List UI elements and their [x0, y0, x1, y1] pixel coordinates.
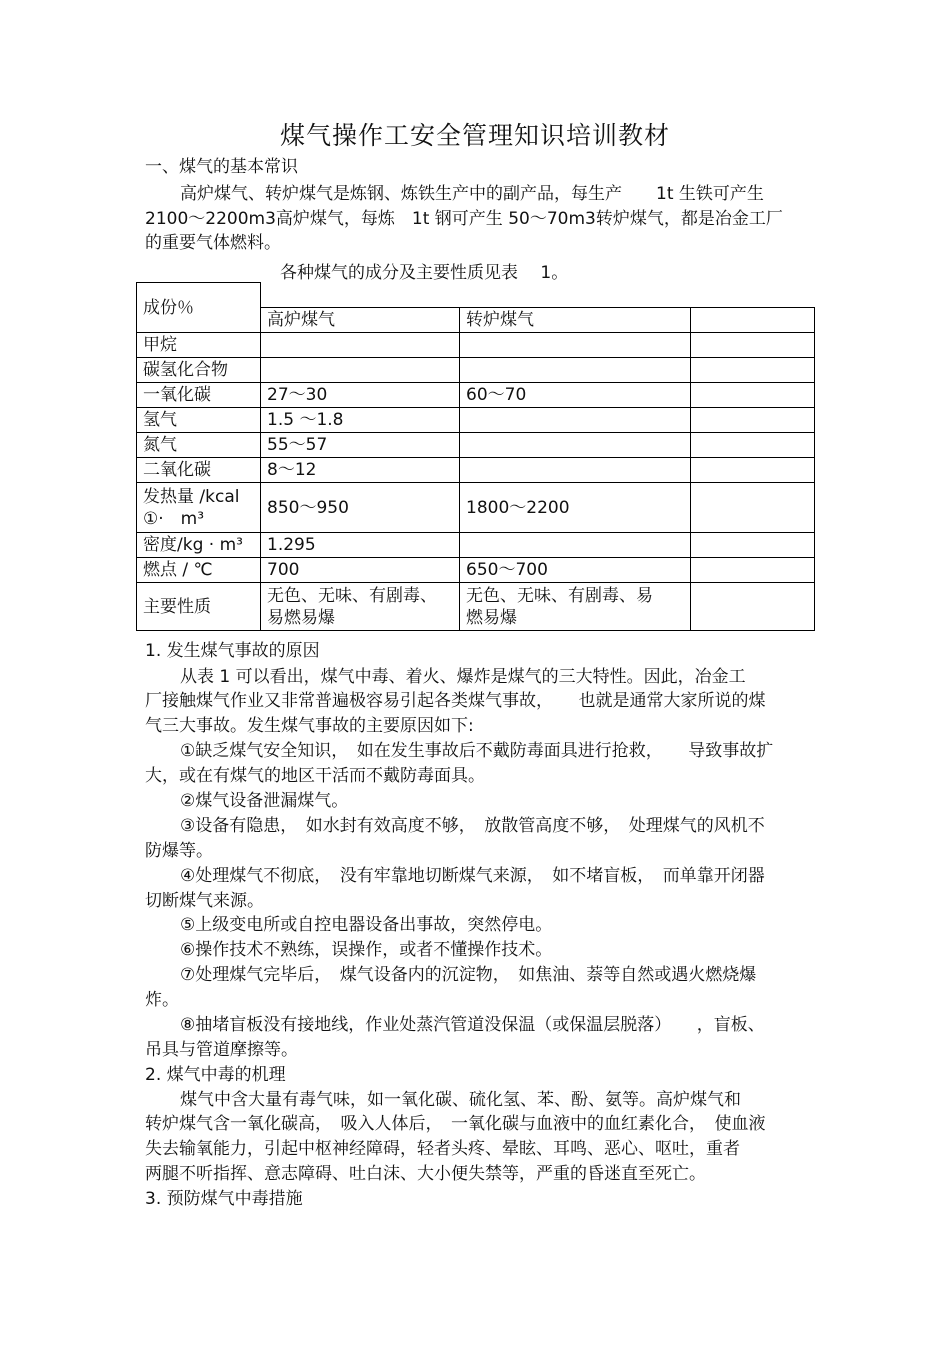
table-cell [691, 408, 815, 433]
paragraph-line: 失去输氧能力，引起中枢神经障碍，轻者头疼、晕眩、耳鸣、恶心、呕吐，重者 [145, 1139, 740, 1159]
table-cell: 无色、无味、有剧毒、易 燃易爆 [460, 583, 691, 631]
table-caption: 各种煤气的成分及主要性质见表 1。 [280, 263, 569, 283]
row-label: 一氧化碳 [137, 383, 261, 408]
table-cell [460, 408, 691, 433]
table-row [137, 533, 815, 558]
table-row [137, 433, 815, 458]
gas-properties-table [136, 282, 815, 631]
paragraph-line: 炸。 [145, 990, 179, 1010]
paragraph-line: 切断煤气来源。 [145, 891, 264, 911]
paragraph-line: 厂接触煤气作业又非常普遍极容易引起各类煤气事故， 也就是通常大家所说的煤 [145, 691, 766, 711]
paragraph-line: 两腿不听指挥、意志障碍、吐白沫、大小便失禁等，严重的昏迷直至死亡。 [145, 1164, 706, 1184]
row-label: 燃点 / ℃ [137, 558, 261, 583]
table-cell [691, 383, 815, 408]
table-row [137, 558, 815, 583]
table-cell: 27～30 [261, 383, 460, 408]
table-cell: 55～57 [261, 433, 460, 458]
table-cell [691, 558, 815, 583]
table-cell [460, 333, 691, 358]
paragraph-line: ⑧抽堵盲板没有接地线，作业处蒸汽管道没保温（或保温层脱落） ，盲板、 [180, 1015, 765, 1035]
paragraph-line: ③设备有隐患， 如水封有效高度不够， 放散管高度不够， 处理煤气的风机不 [180, 816, 765, 836]
table-header-spacer [261, 283, 815, 308]
row-label: 密度/kg · m³ [137, 533, 261, 558]
column-header: 转炉煤气 [460, 308, 691, 333]
table-cell [460, 533, 691, 558]
paragraph-line: 2100～2200m3高炉煤气，每炼 1t 钢可产生 50～70m3转炉煤气，都是冶金工厂 [145, 209, 783, 229]
section-heading: 2. 煤气中毒的机理 [145, 1065, 286, 1085]
paragraph-line: 气三大事故。发生煤气事故的主要原因如下: [145, 716, 474, 736]
table-row [137, 358, 815, 383]
table-row [137, 458, 815, 483]
column-header: 高炉煤气 [261, 308, 460, 333]
table-cell: 60～70 [460, 383, 691, 408]
table-cell: 无色、无味、有剧毒、 易燃易爆 [261, 583, 460, 631]
paragraph-line: 煤气中含大量有毒气味，如一氧化碳、硫化氢、苯、酚、氨等。高炉煤气和 [180, 1090, 741, 1110]
paragraph-line: ②煤气设备泄漏煤气。 [180, 791, 349, 811]
table-row [137, 333, 815, 358]
paragraph-line: 高炉煤气、转炉煤气是炼钢、炼铁生产中的副产品，每生产 1t 生铁可产生 [180, 184, 764, 204]
table-cell [460, 358, 691, 383]
table-cell [691, 358, 815, 383]
row-label: 碳氢化合物 [137, 358, 261, 383]
row-label: 发热量 /kcal ①· m³ [137, 483, 261, 533]
paragraph-line: ⑥操作技术不熟练，误操作，或者不懂操作技术。 [180, 940, 553, 960]
table-cell [261, 333, 460, 358]
table-header-label: 成份％ [137, 283, 261, 333]
document-title: 煤气操作工安全管理知识培训教材 [279, 121, 670, 150]
table-cell [460, 433, 691, 458]
paragraph-line: ⑦处理煤气完毕后， 煤气设备内的沉淀物， 如焦油、萘等自然或遇火燃烧爆 [180, 965, 757, 985]
section-heading: 3. 预防煤气中毒措施 [145, 1189, 303, 1209]
paragraph-line: 的重要气体燃料。 [145, 233, 281, 253]
section-heading: 一、煤气的基本常识 [145, 157, 298, 177]
table-cell [691, 533, 815, 558]
paragraph-line: ④处理煤气不彻底， 没有牢靠地切断煤气来源， 如不堵盲板， 而单靠开闭器 [180, 866, 765, 886]
table-cell: 650～700 [460, 558, 691, 583]
paragraph-line: 防爆等。 [145, 841, 213, 861]
table-cell: 850～950 [261, 483, 460, 533]
table-cell: 1800～2200 [460, 483, 691, 533]
paragraph-line: ⑤上级变电所或自控电器设备出事故，突然停电。 [180, 915, 553, 935]
paragraph-line: 大，或在有煤气的地区干活而不戴防毒面具。 [145, 766, 485, 786]
table-cell [691, 433, 815, 458]
row-label: 主要性质 [137, 583, 261, 631]
table-cell: 1.295 [261, 533, 460, 558]
table-cell [691, 458, 815, 483]
row-label: 甲烷 [137, 333, 261, 358]
paragraph-line: 吊具与管道摩擦等。 [145, 1040, 298, 1060]
table-cell [691, 483, 815, 533]
paragraph-line: ①缺乏煤气安全知识， 如在发生事故后不戴防毒面具进行抢救， 导致事故扩 [180, 741, 774, 761]
row-label: 二氧化碳 [137, 458, 261, 483]
table-cell: 8～12 [261, 458, 460, 483]
row-label: 氢气 [137, 408, 261, 433]
row-label: 氮气 [137, 433, 261, 458]
table-row [137, 583, 815, 631]
table-row [137, 408, 815, 433]
table-cell [691, 333, 815, 358]
table-cell [691, 583, 815, 631]
table-cell [460, 458, 691, 483]
column-header [691, 308, 815, 333]
table-cell: 1.5 ～1.8 [261, 408, 460, 433]
table-row [137, 383, 815, 408]
table-cell [261, 358, 460, 383]
table-row [137, 483, 815, 533]
paragraph-line: 转炉煤气含一氧化碳高， 吸入人体后， 一氧化碳与血液中的血红素化合， 使血液 [145, 1114, 766, 1134]
paragraph-line: 从表 1 可以看出，煤气中毒、着火、爆炸是煤气的三大特性。因此，冶金工 [180, 667, 746, 687]
table-cell: 700 [261, 558, 460, 583]
section-heading: 1. 发生煤气事故的原因 [145, 641, 320, 661]
